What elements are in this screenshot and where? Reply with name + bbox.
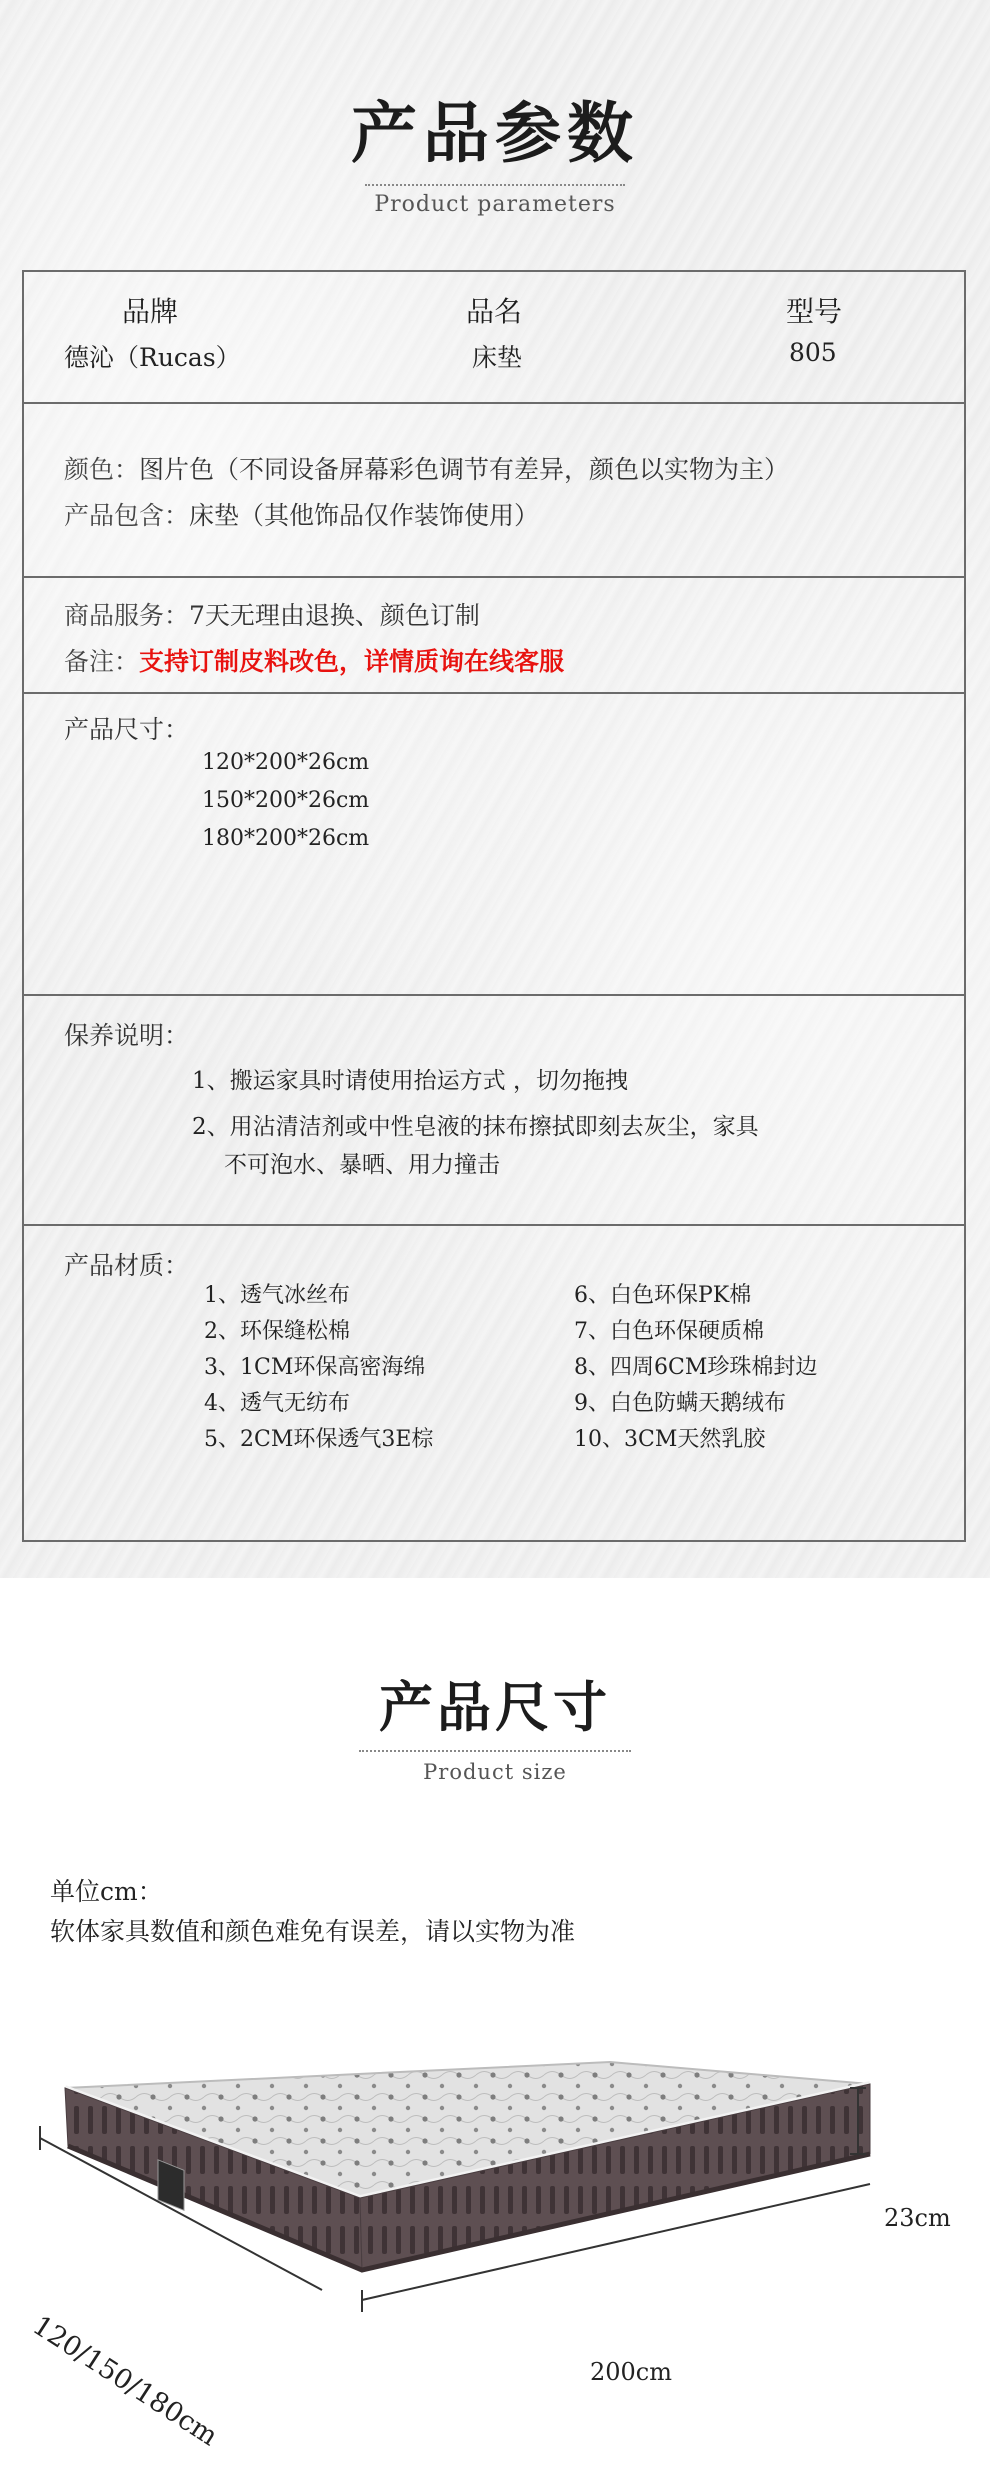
brand-header: 品牌 <box>122 295 179 328</box>
disclaimer-text: 软体家具数值和颜色难免有误差，请以实物为准 <box>50 1917 576 1946</box>
service-label: 商品服务： <box>64 601 190 630</box>
material-item-4: 4、透气无纺布 <box>204 1391 350 1416</box>
color-value: 图片色（不同设备屏幕彩色调节有差异，颜色以实物为主） <box>139 455 790 484</box>
color-label: 颜色： <box>64 455 140 484</box>
name-value: 床垫 <box>472 343 523 372</box>
care-item-1: 1、搬运家具时请使用抬运方式 ，切勿拖拽 <box>192 1068 628 1094</box>
contents-line <box>64 496 539 532</box>
size-subtitle: Product size <box>423 1760 567 1784</box>
material-item-10: 10、3CM天然乳胶 <box>574 1427 766 1452</box>
table-row-basic-info <box>24 272 964 404</box>
brand-value: 德沁（Rucas） <box>64 343 241 372</box>
color-line <box>64 450 789 486</box>
size-title-block <box>0 1675 990 1784</box>
size-label: 产品尺寸： <box>64 715 190 744</box>
size-title: 产品尺寸 <box>379 1675 611 1739</box>
contents-value: 床垫（其他饰品仅作装饰使用） <box>189 501 540 530</box>
material-item-7: 7、白色环保硬质棉 <box>574 1319 764 1344</box>
name-header: 品名 <box>466 295 523 328</box>
length-label: 200cm <box>590 2358 673 2386</box>
height-label: 23cm <box>884 2204 951 2232</box>
model-header: 型号 <box>786 295 843 328</box>
service-value: 7天无理由退换、颜色订制 <box>189 601 480 630</box>
unit-text: 单位cm： <box>50 1877 163 1906</box>
contents-label: 产品包含： <box>64 501 190 530</box>
note-line <box>64 642 564 678</box>
table-row-service <box>24 578 964 694</box>
material-item-3: 3、1CM环保高密海绵 <box>204 1355 426 1380</box>
service-line <box>64 596 480 632</box>
table-row-color <box>24 404 964 578</box>
size-item-3: 180*200*26cm <box>202 826 370 851</box>
size-item-1: 120*200*26cm <box>202 750 370 775</box>
care-item-3: 不可泡水、暴晒、用力撞击 <box>224 1152 500 1178</box>
note-value: 支持订制皮料改色，详情质询在线客服 <box>139 647 565 676</box>
title-dotted-divider <box>365 184 625 186</box>
care-item-2: 2、用沾清洁剂或中性皂液的抹布擦拭即刻去灰尘，家具 <box>192 1114 759 1140</box>
material-label: 产品材质： <box>64 1251 190 1280</box>
note-label: 备注： <box>64 647 140 676</box>
material-item-2: 2、环保缝松棉 <box>204 1319 350 1344</box>
material-item-5: 5、2CM环保透气3E棕 <box>204 1427 434 1452</box>
material-item-9: 9、白色防螨天鹅绒布 <box>574 1391 786 1416</box>
material-item-1: 1、透气冰丝布 <box>204 1283 350 1308</box>
model-value: 805 <box>789 338 837 367</box>
table-row-care <box>24 996 964 1226</box>
width-label: 120/150/180cm <box>27 2310 224 2453</box>
table-row-sizes <box>24 694 964 996</box>
material-item-8: 8、四周6CM珍珠棉封边 <box>574 1355 818 1380</box>
parameters-title-block <box>0 94 990 217</box>
mattress-diagram <box>0 2020 990 2479</box>
size-item-2: 150*200*26cm <box>202 788 370 813</box>
material-item-6: 6、白色环保PK棉 <box>574 1283 752 1308</box>
parameters-subtitle: Product parameters <box>374 192 616 217</box>
care-label: 保养说明： <box>64 1021 190 1050</box>
size-title-dotted-divider <box>359 1750 631 1752</box>
parameters-table <box>22 270 966 1542</box>
table-row-materials <box>24 1226 964 1542</box>
parameters-title: 产品参数 <box>351 94 639 172</box>
